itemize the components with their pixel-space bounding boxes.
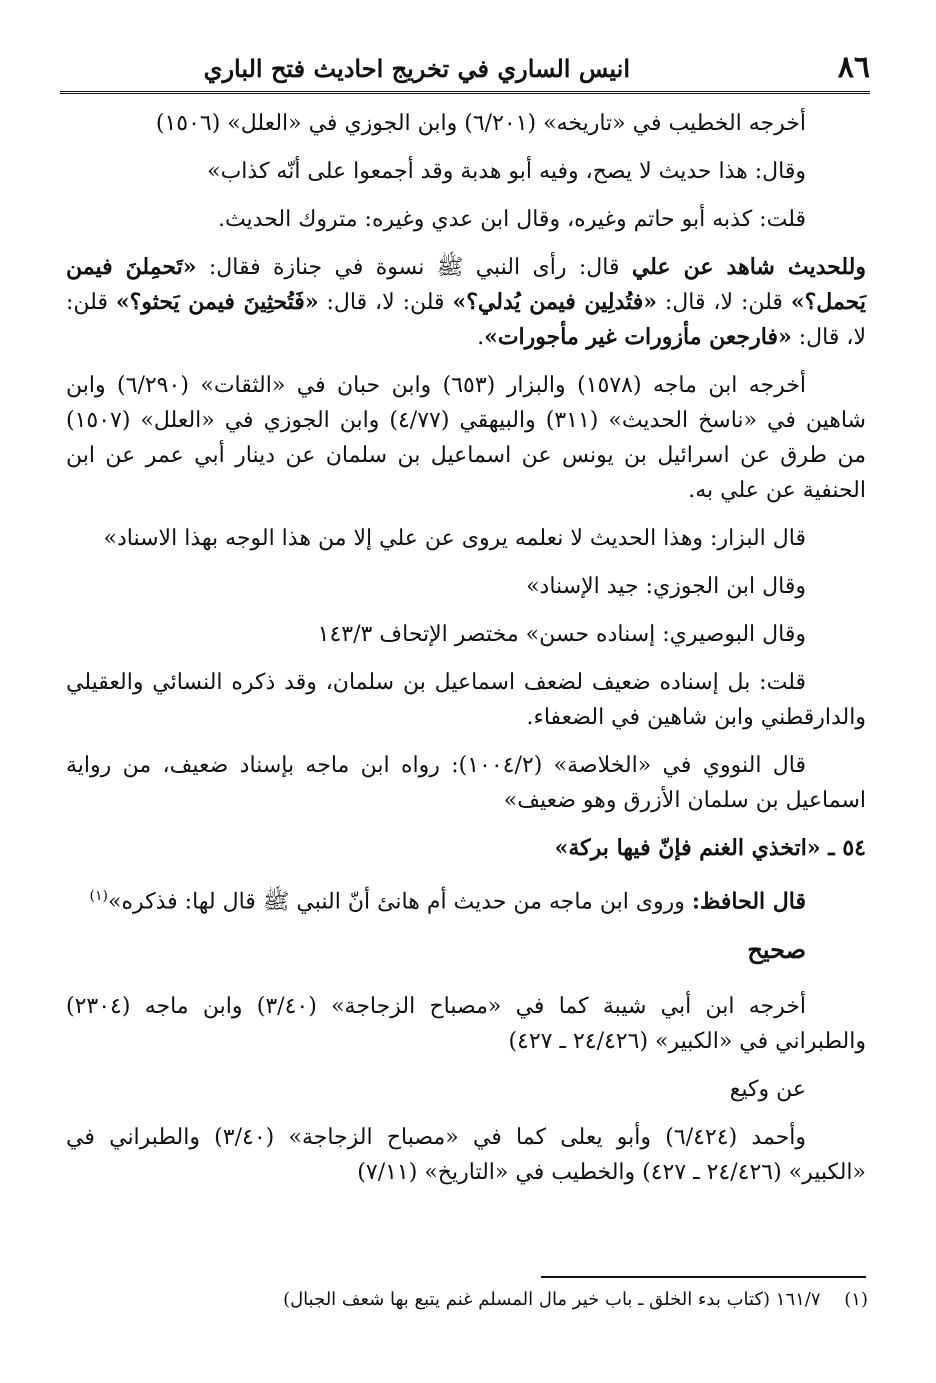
hadith-phrase-3: «فَتُحثِينَ فيمن يَحثو؟» [115, 289, 319, 315]
shahid-text-g: قلن: لا، قال: [66, 290, 866, 350]
paragraph-bazzar: قال البزار: وهذا الحديث لا نعلمه يروى عن علي إلا من هذا الوجه بهذا الاسناد» [103, 526, 806, 551]
footnote-number: (١) [844, 1289, 868, 1310]
paragraph-takhrij-2: أخرجه ابن ماجه (١٥٧٨) والبزار (٦٥٣) وابن حبان في «الثقات» (٦/٢٩٠) وابن شاهين في «ناسخ الحديث» (٣١١) والبيهقي (٤/٧٧) وابن الجوزي في «العلل» (١٥٠٧) من طرق عن اسرائيل بن يونس عن اسماعيل بن سلمان عن دينار أبي عمر عن ابن الحنفية عن علي به. [66, 373, 866, 503]
paragraph-waki: عن وكيع [729, 1077, 806, 1103]
main-text [66, 106, 866, 1203]
paragraph-hafiz [66, 879, 866, 919]
paragraph-shahid [66, 250, 866, 355]
paragraph-takhrij-3: أخرجه ابن أبي شيبة كما في «مصباح الزجاجة» (٣/٤٠) وابن ماجه (٢٣٠٤) والطبراني في «الكبير» (٢٤/٤٢٦ ـ ٤٢٧) [66, 994, 866, 1055]
hafiz-lead: قال الحافظ: [691, 888, 806, 915]
footnote-divider [541, 1276, 866, 1278]
paragraph-quote-1: وقال: هذا حديث لا يصح، وفيه أبو هدبة وقد أجمعوا على أنّه كذاب» [207, 159, 806, 184]
paragraph-ibn-jawzi: وقال ابن الجوزي: جيد الإسناد» [526, 574, 806, 599]
page-header [60, 44, 870, 94]
shahid-text-i: . [477, 325, 485, 350]
running-title: انيس الساري في تخريج احاديث فتح الباري [203, 54, 630, 83]
paragraph-takhrij-1: أخرجه الخطيب في «تاريخه» (٦/٢٠١) وابن الجوزي في «العلل» (١٥٠٦) [155, 111, 806, 136]
paragraph-busiri: وقال البوصيري: إسناده حسن» مختصر الإتحاف ١٤٣/٣ [317, 622, 806, 647]
page-number: ٨٦ [837, 50, 870, 85]
paragraph-takhrij-4: وأحمد (٦/٤٢٤) وأبو يعلى كما في «مصباح الزجاجة» (٣/٤٠) والطبراني في «الكبير» (٢٤/٤٢٦ ـ ٤٢٧) والخطيب في «التاريخ» (٧/١١) [66, 1125, 866, 1186]
paragraph-nawawi: قال النووي في «الخلاصة» (١٠٠٤/٢): رواه ابن ماجه بإسناد ضعيف، من رواية اسماعيل بن سلمان الأزرق وهو ضعيف» [66, 753, 866, 813]
hadith-phrase-2: «فتُدلِين فيمن يُدلي؟» [452, 289, 657, 315]
paragraph-comment-1: قلت: كذبه أبو حاتم وغيره، وقال ابن عدي وغيره: متروك الحديث. [217, 207, 806, 232]
footnote [68, 1286, 868, 1314]
footnote-reference: (١) [89, 888, 109, 904]
hadith-heading-54: ٥٤ ـ «اتخذي الغنم فإنّ فيها بركة» [554, 835, 866, 861]
footnote-text: ١٦١/٧ (كتاب بدء الخلق ـ باب خير مال المسلم غنم يتبع بها شعف الجبال) [283, 1289, 821, 1310]
grading-sahih: صحيح [747, 935, 806, 965]
paragraph-comment-2: قلت: بل إسناده ضعيف لضعف اسماعيل بن سلمان، وقد ذكره النسائي والعقيلي والدارقطني وابن شاهين في الضعفاء. [66, 670, 866, 730]
shahid-text-c: قلن: لا، قال: [656, 290, 791, 315]
shahid-text-a: قال: رأى النبي ﷺ نسوة في جنازة فقال: [196, 255, 632, 280]
hadith-phrase-1: «تَحمِلنَ فيمن يَحمل؟» [66, 254, 867, 315]
hadith-phrase-4: «فارجعن مأزورات غير مأجورات» [484, 324, 792, 350]
shahid-text-e: قلن: لا، قال: [318, 290, 453, 315]
shahid-lead: وللحديث شاهد عن علي [631, 254, 866, 280]
hafiz-text: وروى ابن ماجه من حديث أم هانئ أنّ النبي ﷺ قال لها: فذكره» [108, 889, 692, 915]
header-divider [60, 91, 870, 94]
